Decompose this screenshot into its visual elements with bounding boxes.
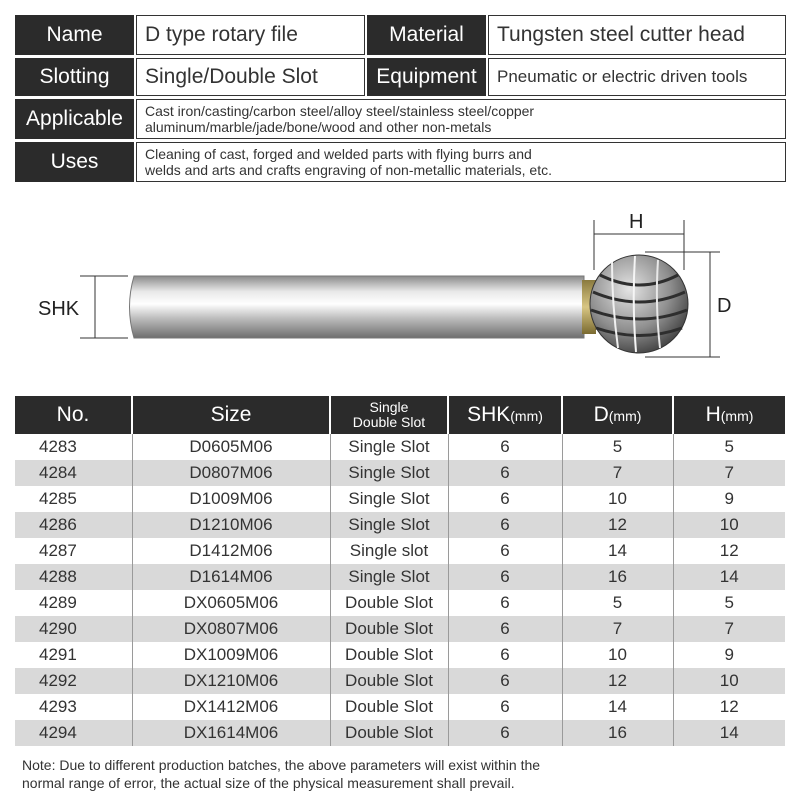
cell-d: 12 <box>562 668 673 694</box>
cell-slot: Double Slot <box>330 642 448 668</box>
cell-shk: 6 <box>448 616 562 642</box>
cell-d: 12 <box>562 512 673 538</box>
ball-head <box>590 255 688 353</box>
cell-shk: 6 <box>448 434 562 460</box>
cell-size: DX1614M06 <box>132 720 330 746</box>
cell-size: DX0807M06 <box>132 616 330 642</box>
header-d-unit: (mm) <box>608 408 642 424</box>
cell-slot: Double Slot <box>330 668 448 694</box>
cell-size: D1009M06 <box>132 486 330 512</box>
cell-shk: 6 <box>448 668 562 694</box>
cell-size: D1412M06 <box>132 538 330 564</box>
table-row <box>15 460 785 486</box>
cell-shk: 6 <box>448 694 562 720</box>
table-row <box>15 590 785 616</box>
cell-no: 4291 <box>15 642 132 668</box>
cell-d: 7 <box>562 616 673 642</box>
size-table <box>15 396 785 746</box>
cell-shk: 6 <box>448 512 562 538</box>
footnote-line-1: Note: Due to different production batches, the above parameters will exist within the <box>22 757 541 773</box>
header-h <box>673 396 785 434</box>
cell-d: 14 <box>562 538 673 564</box>
spec-label-slotting: Slotting <box>15 58 134 96</box>
cell-h: 12 <box>719 541 739 560</box>
header-h-unit: (mm) <box>720 408 754 424</box>
header-size: Size <box>132 396 330 434</box>
header-slot-line1: Single <box>369 399 409 415</box>
cell-d: 5 <box>562 590 673 616</box>
cell-no: 4283 <box>15 434 132 460</box>
cell-d: 5 <box>562 434 673 460</box>
table-row <box>15 538 785 564</box>
cell-h: 10 <box>673 668 785 694</box>
spec-value-slotting: Single/Double Slot <box>136 58 365 96</box>
cell-h: 9 <box>724 645 734 664</box>
cell-size: DX1210M06 <box>132 668 330 694</box>
cell-h: 9 <box>724 489 734 508</box>
cell-shk: 6 <box>448 538 562 564</box>
header-d-text: D <box>593 403 609 426</box>
footnote <box>22 756 782 792</box>
cell-slot: Single Slot <box>330 486 448 512</box>
spec-row-uses <box>15 142 786 182</box>
cell-slot: Double Slot <box>330 590 448 616</box>
cell-size: D0605M06 <box>132 434 330 460</box>
uses-line-1: Cleaning of cast, forged and welded parts with flying burrs and <box>145 146 532 162</box>
h-label: H <box>629 211 644 233</box>
uses-line-2: welds and arts and crafts engraving of non-metallic materials, etc. <box>145 162 552 178</box>
burr-diagram <box>0 200 800 380</box>
cell-slot: Double Slot <box>330 694 448 720</box>
header-h-text: H <box>705 403 721 426</box>
cell-h: 12 <box>719 697 739 716</box>
table-row <box>15 512 785 538</box>
cell-size: DX1009M06 <box>132 642 330 668</box>
footnote-line-2: normal range of error, the actual size of the physical measurement shall prevail. <box>22 775 515 791</box>
table-row <box>15 720 785 746</box>
table-row <box>15 668 785 694</box>
cell-no: 4286 <box>15 512 132 538</box>
shk-label: SHK <box>38 298 80 320</box>
table-row <box>15 616 785 642</box>
spec-row-name <box>15 15 786 55</box>
spec-value-name: D type rotary file <box>136 15 365 55</box>
table-row <box>15 434 785 460</box>
table-body <box>15 434 785 746</box>
table-row <box>15 694 785 720</box>
spec-label-name: Name <box>15 15 134 55</box>
cell-shk: 6 <box>448 460 562 486</box>
cell-no: 4293 <box>15 694 132 720</box>
cell-slot: Single Slot <box>330 512 448 538</box>
spec-label-applicable: Applicable <box>15 99 134 139</box>
table-header-row <box>15 396 785 434</box>
cell-shk: 6 <box>448 564 562 590</box>
cell-d: 16 <box>562 564 673 590</box>
cell-d: 16 <box>562 720 673 746</box>
cell-h: 7 <box>673 460 785 486</box>
cell-no: 4292 <box>15 668 132 694</box>
burr-drawing <box>0 200 800 380</box>
cell-d: 14 <box>562 694 673 720</box>
cell-no: 4285 <box>15 486 132 512</box>
table-row <box>15 642 785 668</box>
applicable-line-2: aluminum/marble/jade/bone/wood and other non-metals <box>145 119 492 135</box>
cell-h: 14 <box>673 720 785 746</box>
header-shk <box>448 396 562 434</box>
spec-value-equipment: Pneumatic or electric driven tools <box>488 58 786 96</box>
cell-h: 14 <box>673 564 785 590</box>
cell-h: 5 <box>724 437 734 456</box>
cell-h: 5 <box>724 593 734 612</box>
table-row <box>15 486 785 512</box>
cell-slot: Double Slot <box>330 720 448 746</box>
cell-no: 4284 <box>15 460 132 486</box>
cell-shk: 6 <box>448 642 562 668</box>
cell-shk: 6 <box>448 720 562 746</box>
d-label: D <box>717 295 732 317</box>
cell-h: 10 <box>673 512 785 538</box>
spec-row-applicable <box>15 99 786 139</box>
header-no: No. <box>15 396 132 434</box>
cell-no: 4290 <box>15 616 132 642</box>
cell-slot: Double Slot <box>330 616 448 642</box>
cell-no: 4288 <box>15 564 132 590</box>
cell-size: DX1412M06 <box>132 694 330 720</box>
spec-value-uses <box>136 142 786 182</box>
cell-size: DX0605M06 <box>132 590 330 616</box>
header-d <box>562 396 673 434</box>
spec-label-uses: Uses <box>15 142 134 182</box>
cell-h: 7 <box>673 616 785 642</box>
cell-d: 10 <box>562 642 673 668</box>
table-row <box>15 564 785 590</box>
header-slot-line2: Double Slot <box>352 414 426 430</box>
cell-slot: Single slot <box>330 538 448 564</box>
cell-d: 10 <box>562 486 673 512</box>
cell-slot: Single Slot <box>330 434 448 460</box>
cell-slot: Single Slot <box>330 460 448 486</box>
shank <box>130 276 585 338</box>
spec-value-material: Tungsten steel cutter head <box>488 15 786 55</box>
cell-slot: Single Slot <box>330 564 448 590</box>
header-slot <box>330 396 448 434</box>
spec-value-applicable <box>136 99 786 139</box>
cell-size: D0807M06 <box>132 460 330 486</box>
cell-no: 4287 <box>15 538 132 564</box>
cell-shk: 6 <box>448 590 562 616</box>
header-shk-text: SHK <box>467 403 511 426</box>
applicable-line-1: Cast iron/casting/carbon steel/alloy steel/stainless steel/copper <box>145 103 535 119</box>
spec-row-slotting <box>15 58 786 96</box>
cell-no: 4289 <box>15 590 132 616</box>
shk-dimension <box>80 276 128 338</box>
cell-no: 4294 <box>15 720 132 746</box>
spec-label-equipment: Equipment <box>367 58 486 96</box>
cell-size: D1614M06 <box>132 564 330 590</box>
header-shk-unit: (mm) <box>510 408 543 424</box>
cell-shk: 6 <box>448 486 562 512</box>
cell-size: D1210M06 <box>132 512 330 538</box>
cell-d: 7 <box>562 460 673 486</box>
spec-label-material: Material <box>367 15 486 55</box>
